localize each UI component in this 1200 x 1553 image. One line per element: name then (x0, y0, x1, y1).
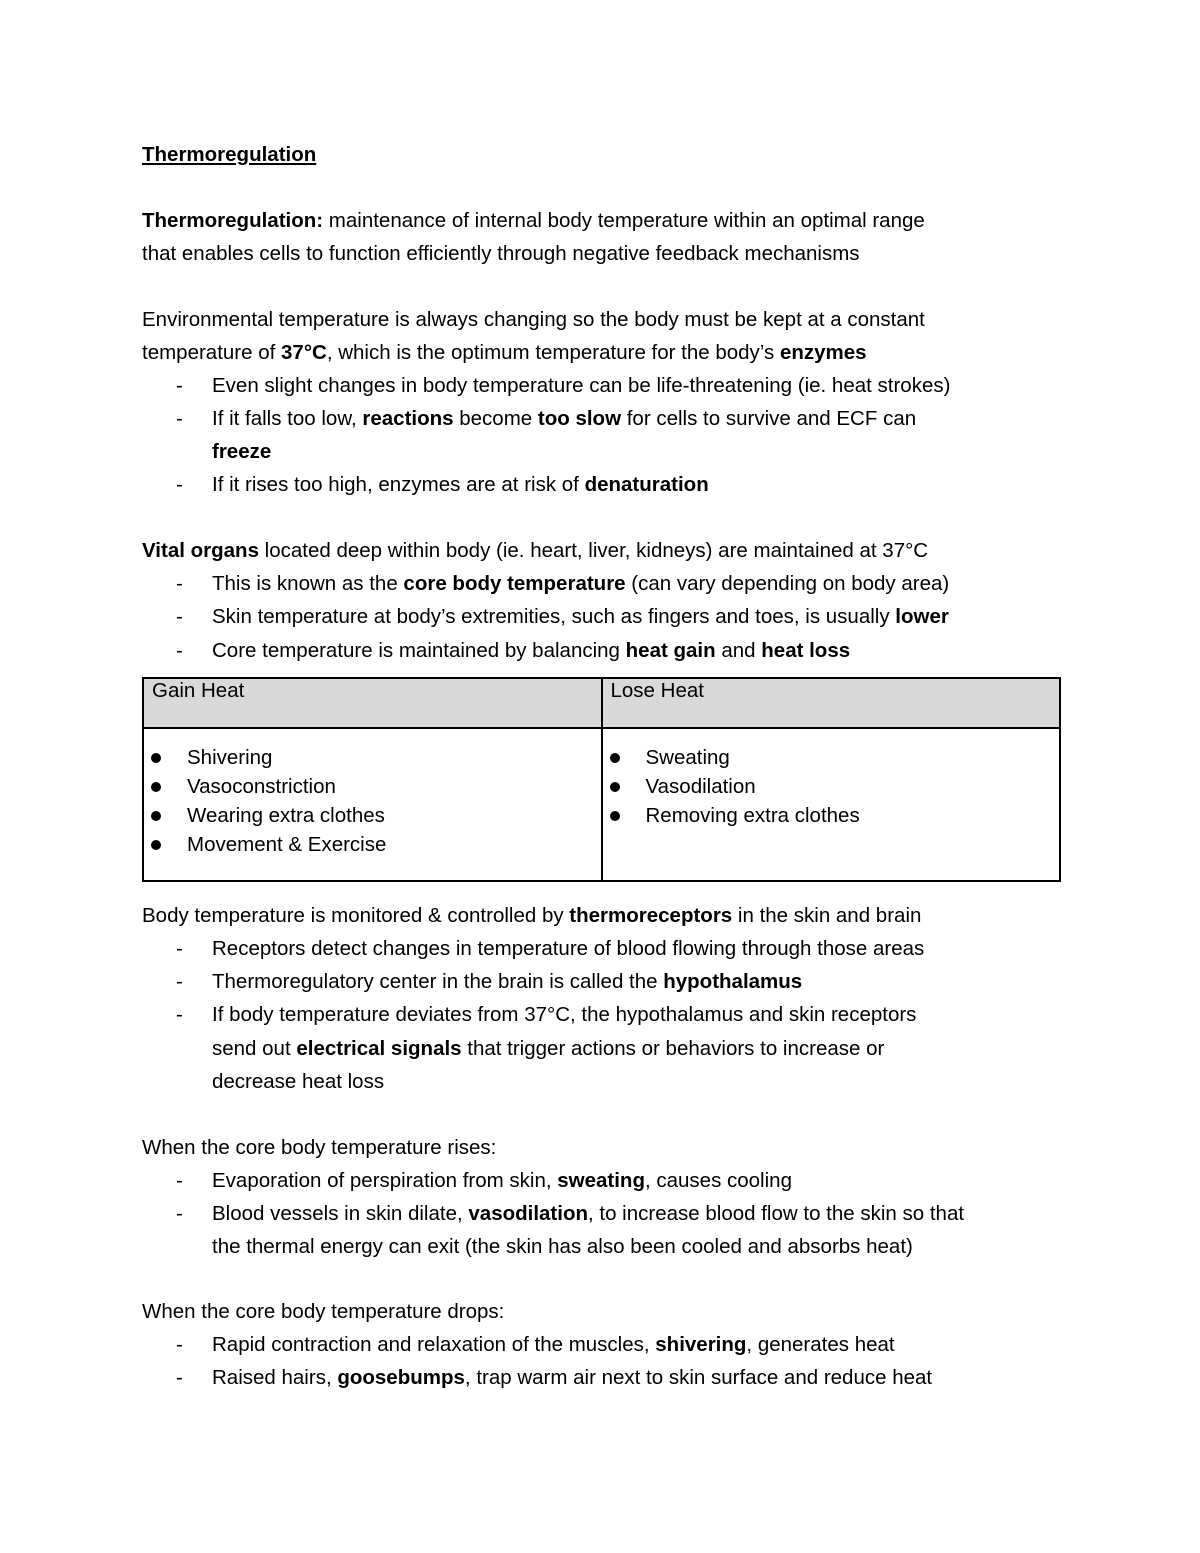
text-span (143, 728, 1060, 881)
bold-text: Vital organs (142, 539, 259, 562)
bullet-dash: - (176, 970, 183, 993)
text-span: become (453, 407, 538, 430)
env-line-1: Environmental temperature is always changing so the body must be kept at a constant (142, 308, 925, 331)
bold-text: vasodilation (468, 1202, 588, 1225)
bullet-dash: - (176, 1333, 183, 1356)
bullet-dash: - (176, 1366, 183, 1389)
monitor-bullet-1: Receptors detect changes in temperature of blood flowing through those areas (212, 937, 925, 960)
list-item: Vasoconstriction (187, 772, 601, 801)
bold-text: thermoreceptors (569, 904, 733, 927)
text-span: located deep within body (ie. heart, liver, kidneys) are maintained at 37°C (258, 539, 929, 562)
bullet-dash: - (176, 1003, 183, 1026)
monitor-bullet-3-cont: decrease heat loss (212, 1070, 385, 1093)
gain-heat-cell (143, 728, 602, 881)
text-span: Raised hairs, (212, 1366, 338, 1389)
bold-text: reactions (362, 407, 454, 430)
text-span: and (715, 639, 762, 662)
text-span (143, 678, 1060, 881)
vital-bullet-2 (212, 604, 949, 630)
bold-text: enzymes (779, 341, 867, 364)
bullet-dash: - (176, 937, 183, 960)
list-item: Wearing extra clothes (187, 801, 601, 830)
definition-line-2: that enables cells to function efficiently through negative feedback mechanisms (142, 242, 860, 265)
text-span: Core temperature is maintained by balancing (212, 639, 626, 662)
monitor-line (142, 903, 921, 929)
text-span: temperature of (142, 341, 282, 364)
env-bullet-1: Even slight changes in body temperature can be life-threatening (ie. heat strokes) (212, 374, 951, 397)
bullet-dash: - (176, 639, 183, 662)
vital-line (142, 538, 928, 564)
env-bullet-3 (212, 472, 709, 498)
env-bullet-2 (212, 406, 916, 432)
text-span: Thermoregulatory center in the brain is called the (212, 970, 664, 993)
bold-text: electrical signals (296, 1037, 462, 1060)
text-span: Evaporation of perspiration from skin, (212, 1169, 558, 1192)
text-span: (can vary depending on body area) (625, 572, 950, 595)
drops-bullet-2 (212, 1365, 932, 1391)
bold-text: sweating (557, 1169, 645, 1192)
lose-heat-list (603, 743, 1060, 830)
text-span: , generates heat (746, 1333, 895, 1356)
lose-heat-cell (602, 728, 1061, 881)
definition-line-1 (142, 208, 925, 234)
text-span: , trap warm air next to skin surface and reduce heat (464, 1366, 933, 1389)
bold-text: hypothalamus (663, 970, 803, 993)
lose-heat-header: Lose Heat (602, 678, 1061, 728)
vital-bullet-1 (212, 571, 949, 597)
text-span: If it rises too high, enzymes are at risk of (212, 473, 585, 496)
text-span: Body temperature is monitored & controlled by (142, 904, 570, 927)
text-span: in the skin and brain (732, 904, 922, 927)
definition-term: Thermoregulation: (142, 209, 324, 232)
monitor-bullet-2 (212, 969, 802, 995)
text-span: that trigger actions or behaviors to increase or (461, 1037, 885, 1060)
rises-heading: When the core body temperature rises: (142, 1136, 497, 1159)
env-line-2 (142, 340, 867, 366)
list-item: Sweating (646, 743, 1060, 772)
bold-text: 37°C (281, 341, 327, 364)
monitor-bullet-3-cont (212, 1036, 884, 1062)
bold-text: denaturation (584, 473, 709, 496)
text-span: If it falls too low, (212, 407, 363, 430)
list-item: Vasodilation (646, 772, 1060, 801)
text-span: maintenance of internal body temperature within an optimal range (323, 209, 925, 232)
env-bullet-2-cont (212, 439, 271, 465)
bullet-dash: - (176, 605, 183, 628)
bullet-dash: - (176, 1169, 183, 1192)
bold-text: heat loss (761, 639, 851, 662)
bold-text: shivering (655, 1333, 747, 1356)
bullet-dash: - (176, 407, 183, 430)
drops-heading: When the core body temperature drops: (142, 1300, 505, 1323)
page-title: Thermoregulation (142, 143, 317, 166)
gain-heat-list (144, 743, 601, 859)
monitor-bullet-3: If body temperature deviates from 37°C, the hypothalamus and skin receptors (212, 1003, 917, 1026)
bold-text: goosebumps (337, 1366, 465, 1389)
text-span: Rapid contraction and relaxation of the muscles, (212, 1333, 656, 1356)
bullet-dash: - (176, 374, 183, 397)
bold-text: lower (895, 605, 949, 628)
bullet-dash: - (176, 572, 183, 595)
rises-bullet-2-cont: the thermal energy can exit (the skin has also been cooled and absorbs heat) (212, 1235, 913, 1258)
bold-text: freeze (212, 440, 272, 463)
bullet-dash: - (176, 1202, 183, 1225)
bold-text: heat gain (625, 639, 716, 662)
vital-bullet-3 (212, 638, 850, 664)
rises-bullet-1 (212, 1168, 792, 1194)
text-span (143, 678, 1060, 728)
text-span: , to increase blood flow to the skin so that (588, 1202, 965, 1225)
list-item: Removing extra clothes (646, 801, 1060, 830)
bold-text: core body temperature (403, 572, 626, 595)
heat-table (142, 677, 1061, 882)
bullet-dash: - (176, 473, 183, 496)
text-span: , which is the optimum temperature for the body’s (326, 341, 780, 364)
gain-heat-header: Gain Heat (143, 678, 602, 728)
bold-text: too slow (537, 407, 622, 430)
text-span: Skin temperature at body’s extremities, such as fingers and toes, is usually (212, 605, 896, 628)
text-span: This is known as the (212, 572, 404, 595)
rises-bullet-2 (212, 1201, 964, 1227)
text-span: for cells to survive and ECF can (621, 407, 917, 430)
text-span: , causes cooling (644, 1169, 792, 1192)
list-item: Shivering (187, 743, 601, 772)
drops-bullet-1 (212, 1332, 895, 1358)
text-span: Blood vessels in skin dilate, (212, 1202, 469, 1225)
text-span: send out (212, 1037, 297, 1060)
list-item: Movement & Exercise (187, 830, 601, 859)
